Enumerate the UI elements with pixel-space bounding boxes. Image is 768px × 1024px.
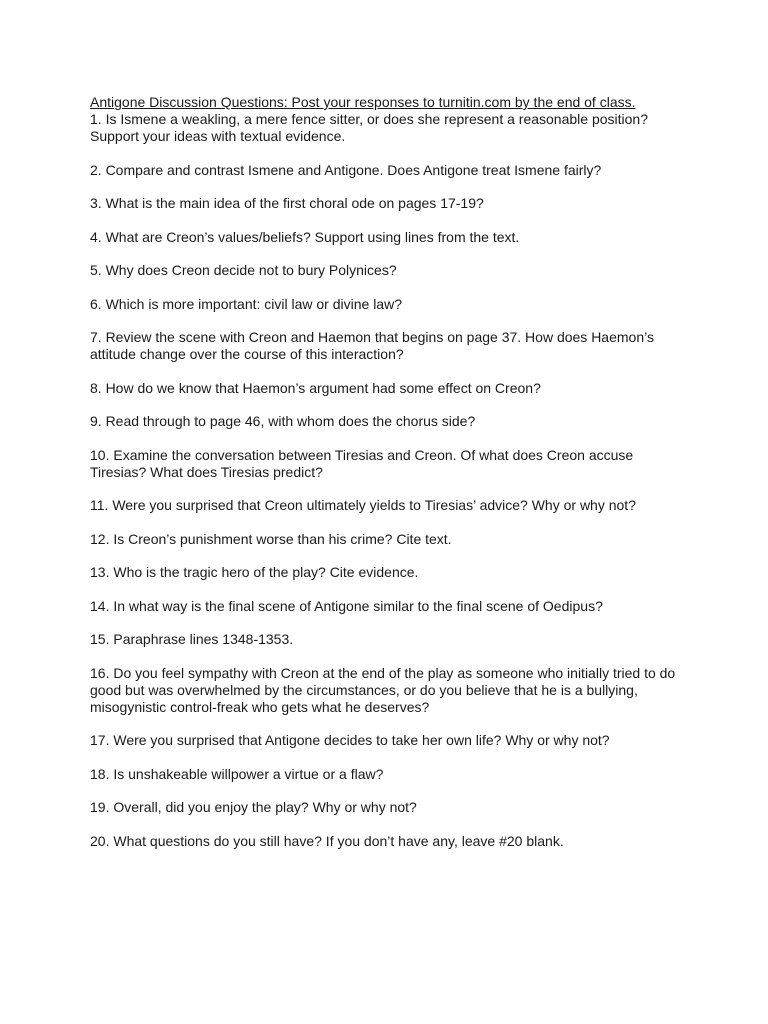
question-18: 18. Is unshakeable willpower a virtue or a flaw? [90, 765, 384, 782]
question-1: 1. Is Ismene a weakling, a mere fence sitter, or does she represent a reasonable position? Support your ideas with textual evidence. [90, 111, 648, 144]
question-13: 13. Who is the tragic hero of the play? Cite evidence. [90, 564, 419, 580]
question-20: 20. What questions do you still have? If you don’t have any, leave #20 blank. [90, 832, 564, 849]
question-15: 15. Paraphrase lines 1348-1353. [90, 631, 294, 647]
question-19: 19. Overall, did you enjoy the play? Why or why not? [90, 799, 417, 815]
question-4: 4. What are Creon’s values/beliefs? Support using lines from the text. [90, 228, 520, 245]
question-12: 12. Is Creon’s punishment worse than his crime? Cite text. [90, 530, 452, 547]
question-16: 16. Do you feel sympathy with Creon at the end of the play as someone who initially tried to do good but was overwhelmed by the circumstances, or do you believe that he is a bullying, misogynistic control-freak who gets what he deserves? [90, 664, 676, 715]
question-17: 17. Were you surprised that Antigone decides to take her own life? Why or why not? [90, 732, 610, 748]
question-8: 8. How do we know that Haemon’s argument had some effect on Creon? [90, 379, 541, 396]
question-6: 6. Which is more important: civil law or divine law? [90, 295, 402, 312]
question-11: 11. Were you surprised that Creon ultimately yields to Tiresias’ advice? Why or why not? [90, 497, 636, 513]
question-2: 2. Compare and contrast Ismene and Antigone. Does Antigone treat Ismene fairly? [90, 161, 602, 178]
document-body [90, 94, 690, 866]
question-10: 10. Examine the conversation between Tiresias and Creon. Of what does Creon accuse Tiresias? What does Tiresias predict? [90, 446, 634, 480]
question-5: 5. Why does Creon decide not to bury Polynices? [90, 262, 397, 278]
question-7: 7. Review the scene with Creon and Haemon that begins on page 37. How does Haemon’s attitude change over the course of this interaction? [90, 329, 654, 362]
question-14: 14. In what way is the final scene of Antigone similar to the final scene of Oedipus? [90, 597, 603, 614]
question-9: 9. Read through to page 46, with whom does the chorus side? [90, 413, 476, 429]
document-heading: Antigone Discussion Questions: Post your responses to turnitin.com by the end of class. [90, 94, 636, 110]
question-3: 3. What is the main idea of the first choral ode on pages 17-19? [90, 195, 484, 211]
